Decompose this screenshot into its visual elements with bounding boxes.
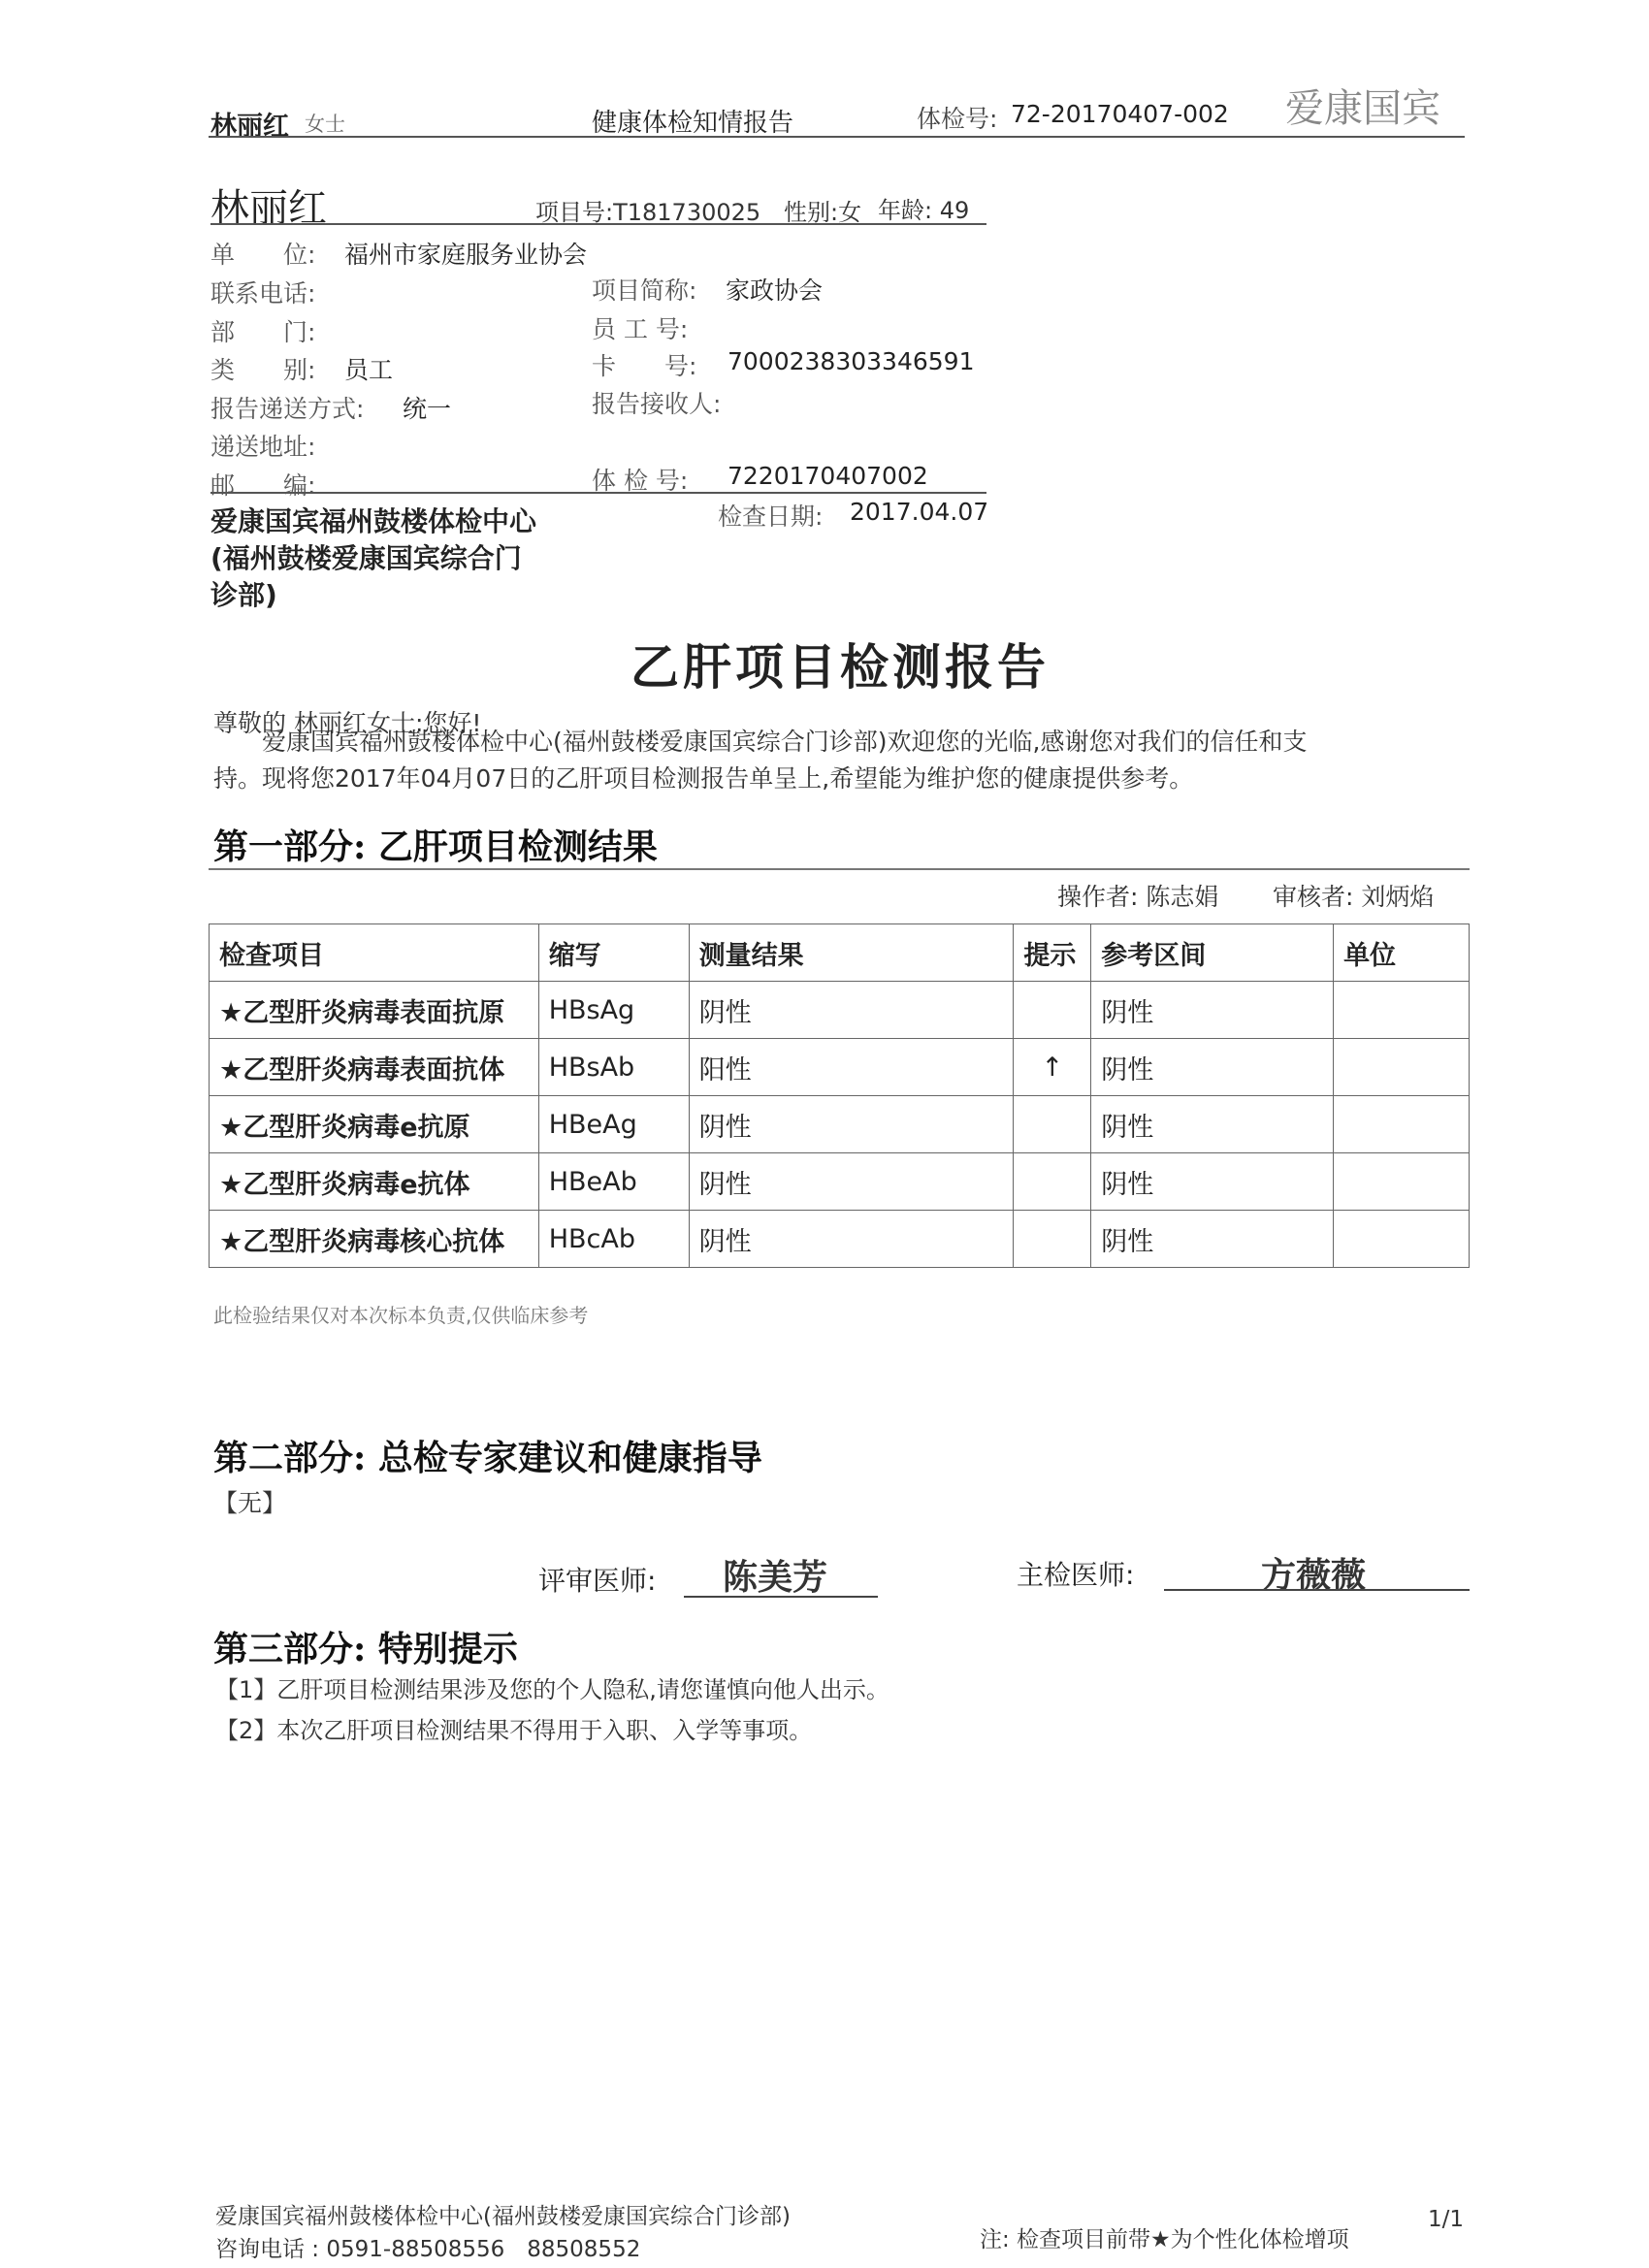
info-unit: 福州市家庭服务业协会 <box>344 241 588 269</box>
footer-center: 爱康国宾福州鼓楼体检中心(福州鼓楼爱康国宾综合门诊部) <box>215 2204 791 2229</box>
cell-hint <box>1014 1096 1091 1153</box>
part1-rule <box>209 868 1470 870</box>
part3-item-1: 【1】乙肝项目检测结果涉及您的个人隐私,请您谨慎向他人出示。 <box>215 1676 889 1703</box>
info-project-no: 项目号:T181730025 <box>535 199 761 226</box>
info-project-short-label: 项目简称: <box>592 276 697 305</box>
reviewer-signature-line <box>684 1596 878 1598</box>
cell-ref: 阴性 <box>1091 1153 1334 1211</box>
part2-title: 第二部分: 总检专家建议和健康指导 <box>213 1438 762 1478</box>
header-title-suffix: 女士 <box>305 113 345 136</box>
cell-hint <box>1014 1211 1091 1268</box>
cell-unit <box>1334 1096 1470 1153</box>
info-postcode-label: 邮 编: <box>210 471 316 500</box>
info-unit-label: 单 位: <box>210 241 316 269</box>
col-header-ref: 参考区间 <box>1091 924 1334 982</box>
cell-ref: 阴性 <box>1091 982 1334 1039</box>
center-name-line2: (福州鼓楼爱康国宾综合门 <box>210 542 522 574</box>
cell-unit <box>1334 1211 1470 1268</box>
info-category-label: 类 别: <box>210 356 316 384</box>
part1-operator: 操作者: 陈志娟 <box>1057 883 1219 911</box>
cell-item: ★乙型肝炎病毒表面抗原 <box>210 982 539 1039</box>
brand-logo: 爱康国宾 <box>1285 86 1440 131</box>
reviewer-signature: 陈美芳 <box>723 1557 828 1598</box>
info-date-label: 检查日期: <box>718 502 824 531</box>
greeting: 尊敬的 林丽红女士:您好! <box>213 709 482 737</box>
cell-abbr: HBeAg <box>538 1096 689 1153</box>
col-header-abbr: 缩写 <box>538 924 689 982</box>
info-address-label: 递送地址: <box>210 433 316 461</box>
center-name-line1: 爱康国宾福州鼓楼体检中心 <box>210 505 537 537</box>
info-delivery-label: 报告递送方式: <box>210 395 365 423</box>
table-row <box>210 1153 1470 1211</box>
cell-hint <box>1014 982 1091 1039</box>
footer-phone: 咨询电话 : 0591-88508556 88508552 <box>215 2237 641 2262</box>
cell-abbr: HBsAg <box>538 982 689 1039</box>
info-bottom-rule <box>210 492 986 494</box>
col-header-result: 测量结果 <box>689 924 1014 982</box>
results-table <box>209 923 1470 1268</box>
header-exam-no: 72-20170407-002 <box>1011 100 1229 128</box>
cell-hint <box>1014 1153 1091 1211</box>
part1-reviewer: 审核者: 刘炳焰 <box>1273 883 1435 911</box>
part3-title: 第三部分: 特别提示 <box>213 1629 518 1669</box>
cell-result: 阴性 <box>689 982 1014 1039</box>
chief-signature-line <box>1164 1589 1470 1591</box>
part2-content: 【无】 <box>213 1489 287 1517</box>
cell-result: 阴性 <box>689 1153 1014 1211</box>
part3-item-2: 【2】本次乙肝项目检测结果不得用于入职、入学等事项。 <box>215 1717 813 1744</box>
info-exam-id: 7220170407002 <box>728 462 928 490</box>
header-exam-no-label: 体检号: <box>917 105 998 133</box>
info-name-rule <box>210 223 986 225</box>
header-report-type: 健康体检知情报告 <box>592 109 794 138</box>
page-number: 1/1 <box>1428 2207 1465 2232</box>
info-date: 2017.04.07 <box>850 498 989 526</box>
info-phone-label: 联系电话: <box>210 279 316 308</box>
table-row <box>210 982 1470 1039</box>
info-age: 年龄: 49 <box>878 197 970 224</box>
cell-item: ★乙型肝炎病毒表面抗体 <box>210 1039 539 1096</box>
cell-abbr: HBsAb <box>538 1039 689 1096</box>
table-row <box>210 1211 1470 1268</box>
report-title: 乙肝项目检测报告 <box>630 638 1050 696</box>
cell-abbr: HBeAb <box>538 1153 689 1211</box>
cell-result: 阳性 <box>689 1039 1014 1096</box>
info-delivery: 统一 <box>403 395 452 423</box>
table-row <box>210 1096 1470 1153</box>
intro-line1: 爱康国宾福州鼓楼体检中心(福州鼓楼爱康国宾综合门诊部)欢迎您的光临,感谢您对我们的信任和支 <box>262 728 1308 756</box>
cell-result: 阴性 <box>689 1211 1014 1268</box>
info-category: 员工 <box>344 356 394 384</box>
center-name-line3: 诊部) <box>210 579 277 611</box>
info-dept-label: 部 门: <box>210 318 316 346</box>
reviewer-doctor-label: 评审医师: <box>538 1565 657 1597</box>
cell-hint: ↑ <box>1014 1039 1091 1096</box>
info-project-short: 家政协会 <box>726 276 824 305</box>
info-card: 7000238303346591 <box>728 347 975 375</box>
cell-item: ★乙型肝炎病毒e抗原 <box>210 1096 539 1153</box>
cell-result: 阴性 <box>689 1096 1014 1153</box>
header-rule <box>209 136 1465 138</box>
cell-abbr: HBcAb <box>538 1211 689 1268</box>
cell-item: ★乙型肝炎病毒核心抗体 <box>210 1211 539 1268</box>
part1-note: 此检验结果仅对本次标本负责,仅供临床参考 <box>213 1304 589 1327</box>
results-header-row <box>210 924 1470 982</box>
cell-ref: 阴性 <box>1091 1211 1334 1268</box>
cell-ref: 阴性 <box>1091 1039 1334 1096</box>
part1-title: 第一部分: 乙肝项目检测结果 <box>213 826 658 867</box>
info-gender: 性别:女 <box>784 199 862 226</box>
cell-unit <box>1334 982 1470 1039</box>
col-header-hint: 提示 <box>1014 924 1091 982</box>
info-exam-id-label: 体 检 号: <box>592 467 689 495</box>
info-name: 林丽红 <box>210 186 327 231</box>
cell-item: ★乙型肝炎病毒e抗体 <box>210 1153 539 1211</box>
chief-signature: 方薇薇 <box>1261 1555 1367 1596</box>
cell-unit <box>1334 1153 1470 1211</box>
col-header-item: 检查项目 <box>210 924 539 982</box>
cell-ref: 阴性 <box>1091 1096 1334 1153</box>
chief-doctor-label: 主检医师: <box>1017 1559 1135 1591</box>
footer-note: 注: 检查项目前带★为个性化体检增项 <box>980 2227 1349 2252</box>
cell-unit <box>1334 1039 1470 1096</box>
info-receiver-label: 报告接收人: <box>592 390 722 418</box>
col-header-unit: 单位 <box>1334 924 1470 982</box>
header-patient-name: 林丽红 <box>210 112 289 142</box>
info-employee-no-label: 员 工 号: <box>592 315 689 343</box>
table-row <box>210 1039 1470 1096</box>
info-card-label: 卡 号: <box>592 352 697 380</box>
intro-line2: 持。现将您2017年04月07日的乙肝项目检测报告单呈上,希望能为维护您的健康提供参考。 <box>213 764 1194 793</box>
